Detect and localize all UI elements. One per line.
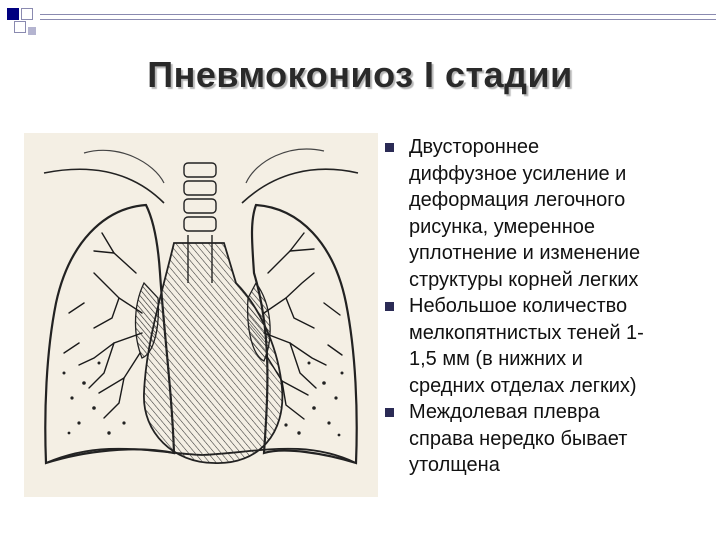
bullet-line: диффузное усиление и [409, 162, 627, 185]
bullet-line: средних отделах легких) [409, 374, 637, 397]
bullet-line: утолщена [409, 454, 500, 476]
bullet-line: Двустороннее [409, 136, 540, 158]
bullet-item [382, 293, 702, 399]
bullet-line: 1,5 мм (в нижних и [409, 348, 583, 370]
decor-square-gray [28, 27, 36, 35]
bullet-line: Небольшое количество [409, 295, 628, 317]
bullet-line: справа нередко бывает [409, 427, 628, 450]
bullet-item [382, 134, 702, 293]
lung-xray-illustration [24, 133, 378, 497]
bullet-list [382, 134, 702, 479]
bullet-line: деформация легочного [409, 189, 626, 211]
bullet-line: уплотнение и изменение [409, 242, 641, 264]
bullet-item [382, 399, 702, 479]
decor-square-dark [7, 8, 19, 20]
slide-title: Пневмокониоз I стадии [147, 54, 573, 95]
lung-xray-figure [24, 133, 378, 497]
bullet-line: структуры корней легких [409, 268, 639, 291]
decor-square-light [14, 21, 26, 33]
decor-square-light [21, 8, 33, 20]
bullet-line: Междолевая плевра [409, 401, 600, 423]
bullet-square-icon [385, 302, 394, 311]
bullet-square-icon [385, 408, 394, 417]
header-rule [40, 14, 716, 20]
bullet-square-icon [385, 143, 394, 152]
bullet-line: мелкопятнистых теней 1- [409, 321, 644, 344]
bullet-line: рисунка, умеренное [409, 215, 595, 238]
